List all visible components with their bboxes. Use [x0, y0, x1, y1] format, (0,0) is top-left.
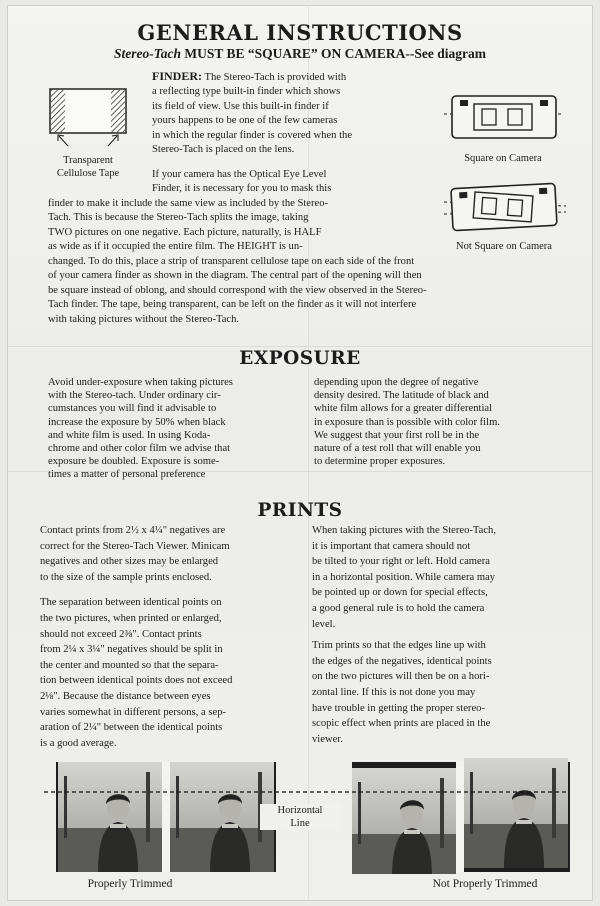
text-line: Tach. This is because the Stereo-Tach splits the image, taking	[48, 212, 309, 224]
exposure-heading: EXPOSURE	[239, 348, 361, 369]
camera-knob	[540, 100, 548, 106]
label-line: Line	[290, 818, 310, 829]
paper-fold	[8, 346, 592, 347]
text-line: correct for the Stereo-Tach Viewer. Minicam	[40, 540, 230, 552]
text-line: with the Stereo-tach. Under ordinary cir-	[48, 390, 221, 402]
arrow-right	[108, 136, 117, 146]
finder-text-full	[48, 197, 438, 255]
tape-strip-left	[51, 90, 65, 132]
exposure-right-column	[314, 376, 568, 468]
text-line: the edges of the negatives, identical points	[312, 655, 492, 667]
subtitle-text: MUST BE “SQUARE” ON CAMERA--See diagram	[184, 46, 486, 61]
text-line: When taking pictures with the Stereo-Tach,	[312, 525, 496, 536]
text-line: exposure be doubled. Exposure is some-	[48, 456, 220, 468]
instruction-sheet	[8, 6, 592, 900]
text-line: its field of view. Use this built-in finder if	[152, 100, 329, 112]
page-subtitle	[8, 46, 592, 62]
not-properly-trimmed-caption: Not Properly Trimmed	[432, 878, 538, 890]
text-line: with taking pictures without the Stereo-Tach.	[48, 313, 240, 325]
camera-not-square-diagram	[444, 180, 566, 236]
text-line: Stereo-Tach is placed on the lens.	[152, 144, 295, 156]
text-line: If your camera has the Optical Eye Level	[152, 169, 327, 180]
text-line: level.	[312, 618, 336, 630]
text-line: times a matter of personal preference	[48, 469, 206, 481]
text-line: be tilted to your right or left. Hold camera	[312, 556, 490, 568]
text-line: aration of 2¼" between the identical points	[40, 722, 223, 734]
text-line: yours happens to be one of the few cameras	[152, 115, 338, 127]
text-line: it is important that camera should not	[312, 540, 471, 552]
text-line: as wide as if it occupied the entire film. The HEIGHT is un-	[48, 241, 303, 253]
text-line: Avoid under-exposure when taking pictures	[48, 377, 233, 388]
prints-heading: PRINTS	[257, 500, 343, 521]
text-line: from 2¼ x 3¼" negatives should be split in	[40, 644, 223, 656]
tape-caption	[32, 154, 144, 180]
text-line: TWO pictures on one negative. Each picture, naturally, is HALF	[48, 226, 322, 238]
text-line: tion between identical points does not exceed	[40, 675, 233, 687]
text-line: of your camera finder as shown in the diagram. The central part of the opening will then	[48, 270, 422, 282]
square-caption: Square on Camera	[464, 153, 542, 164]
finder-text-top	[152, 69, 438, 157]
prints-right-column	[312, 523, 568, 747]
text-line: 2⅛". Because the distance between eyes	[40, 690, 211, 702]
text-line: the two pictures, when printed or enlarged,	[40, 612, 222, 624]
text-line: The Stereo-Tach is provided with	[204, 72, 347, 83]
text-line: be pointed up or down for special effects,	[312, 587, 488, 599]
text-line: Tach finder. The tape, being transparent, can be left on the finder as it will not interfere	[48, 299, 417, 311]
tape-strip-right	[111, 90, 125, 132]
text-line: density desired. The latitude of black and	[314, 390, 489, 402]
camera-square-diagram	[444, 90, 562, 146]
text-line: to determine proper exposures.	[314, 456, 446, 468]
camera-knob	[460, 100, 468, 106]
text-line: finder to make it include the same view as included by the Stereo-	[48, 198, 329, 209]
prints-left-column	[40, 523, 304, 751]
camera-knob	[539, 188, 547, 194]
text-line: white film allows for a greater differential	[314, 403, 493, 415]
text-line: negatives and other sizes may be enlarged	[40, 556, 219, 568]
text-line: have trouble in getting the proper stereo-	[312, 702, 485, 714]
text-line: The separation between identical points on	[40, 597, 222, 609]
text-line: zontal line. If this is not done you may	[312, 686, 476, 698]
not-properly-trimmed-print	[352, 758, 570, 874]
text-line: in which the regular finder is covered when the	[152, 129, 353, 141]
text-line: to the size of the sample prints enclosed.	[40, 571, 212, 583]
text-line: varies somewhat in different persons, a sep-	[40, 706, 227, 718]
finder-text-mid	[152, 168, 438, 197]
text-line: the center and mounted so that the separa-	[40, 659, 219, 671]
brand-name: Stereo-Tach	[113, 46, 181, 61]
text-line: cumstances you will find it advisable to	[48, 403, 217, 415]
not-square-caption: Not Square on Camera	[456, 241, 552, 252]
finder-first-line	[152, 69, 438, 85]
tape-caption-line: Cellulose Tape	[56, 168, 120, 179]
text-line: scopic effect when prints are placed in the	[312, 718, 491, 730]
text-line: on the two pictures will then be on a hori-	[312, 671, 490, 683]
text-line: in exposure than is possible with color film.	[314, 416, 500, 428]
text-line: We suggest that your first roll be in the	[314, 429, 480, 441]
text-line: a good general rule is to hold the camera	[312, 602, 485, 614]
text-line: Finder, it is necessary for you to mask this	[152, 183, 332, 195]
text-line: chrome and other color film we advise that	[48, 443, 231, 455]
page-title: GENERAL INSTRUCTIONS	[137, 20, 463, 45]
properly-trimmed-print	[56, 762, 276, 872]
finder-heading: FINDER:	[152, 69, 202, 83]
finder-text-bottom	[48, 255, 570, 327]
properly-trimmed-caption: Properly Trimmed	[87, 878, 173, 890]
horizontal-line-label	[260, 804, 340, 830]
text-line: be square instead of oblong, and should correspond with the view observed in the Stereo-	[48, 284, 427, 296]
exposure-left-column	[48, 376, 308, 482]
text-line: viewer.	[312, 733, 343, 745]
label-line: Horizontal	[277, 805, 323, 816]
arrow-left	[59, 136, 68, 146]
text-line: Trim prints so that the edges line up with	[312, 640, 486, 652]
text-line: in a horizontal position. While camera may	[312, 571, 496, 583]
tape-finder-diagram	[44, 86, 132, 148]
text-line: is a good average.	[40, 737, 117, 749]
text-line: depending upon the degree of negative	[314, 377, 479, 388]
text-line: increase the exposure by 50% when black	[48, 416, 226, 428]
tape-caption-line: Transparent	[63, 155, 113, 166]
text-line: and white film is used. In using Koda-	[48, 429, 211, 441]
text-line: changed. To do this, place a strip of transparent cellulose tape on each side of the front	[48, 256, 415, 267]
text-line: a reflecting type built-in finder which shows	[152, 86, 341, 98]
text-line: should not exceed 2⅜". Contact prints	[40, 628, 202, 640]
text-line: nature of a test roll that will enable you	[314, 443, 481, 455]
text-line: Contact prints from 2½ x 4¼" negatives are	[40, 525, 226, 536]
camera-knob	[459, 192, 467, 198]
